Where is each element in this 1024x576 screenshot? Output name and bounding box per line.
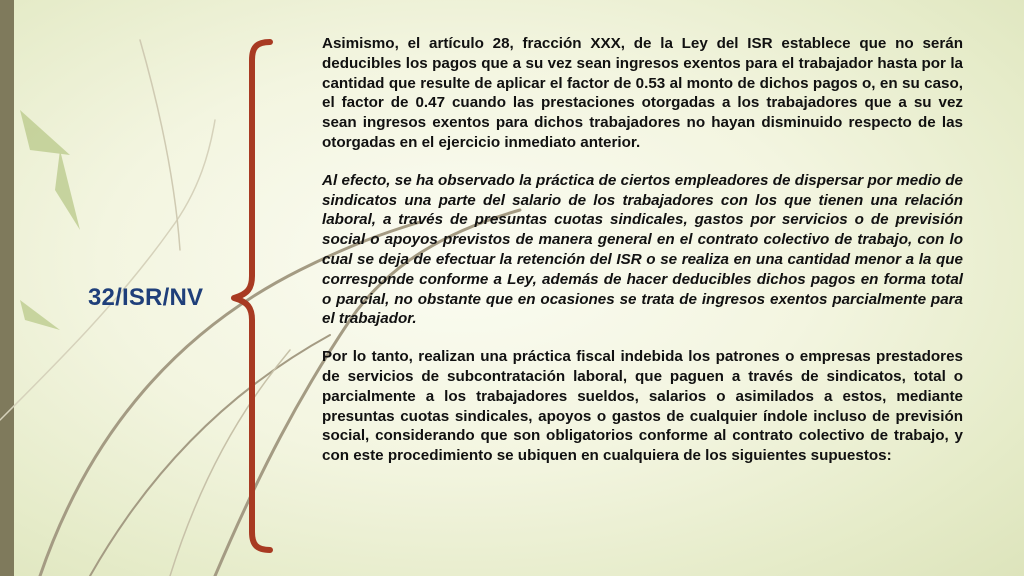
- paragraph-article-28: Asimismo, el artículo 28, fracción XXX, de la Ley del ISR establece que no serán deducibles los pagos que a su vez sean ingresos exentos para el trabajador hasta por la cantidad que resulte de aplicar el factor de 0.53 al monto de dichos pagos o, en su caso, el factor de 0.47 cuando las prestaciones otorgadas a los trabajadores que a su vez sean ingresos exentos para dichos trabajadores no hayan disminuido respecto de las otorgadas en el ejercicio inmediato anterior.: [322, 35, 963, 151]
- body-text: [322, 34, 963, 484]
- paragraph-practice-observed: Al efecto, se ha observado la práctica de ciertos empleadores de dispersar por medio de sindicatos una parte del salario de los trabajadores con los que tienen una relación laboral, a través de presuntas cuotas sindicales, gastos por servicios o de previsión social o apoyos previstos de manera general en el contrato colectivo de trabajo, con lo cual se deja de efectuar la retención del ISR o se realiza en una cantidad menor a la que corresponde conforme a Ley, además de hacer deducibles dichos pagos en forma total o parcial, no obstante que en ocasiones se trata de ingresos exentos parcialmente para el trabajador.: [322, 171, 963, 328]
- document-code: 32/ISR/NV: [88, 284, 204, 311]
- left-bracket: [228, 36, 288, 556]
- paragraph-improper-practice: Por lo tanto, realizan una práctica fiscal indebida los patrones o empresas prestadores de servicios de subcontratación laboral, que paguen a través de sindicatos, total o parcialmente a los trabajadores sueldos, salarios o asimilados a estos, mediante presuntas cuotas sindicales, apoyos o gastos de cualquier índole incluso de previsión social, considerando que son obligatorios conforme al contrato colectivo de trabajo, y con este procedimiento se ubiquen en cualquiera de los siguientes supuestos:: [322, 348, 963, 465]
